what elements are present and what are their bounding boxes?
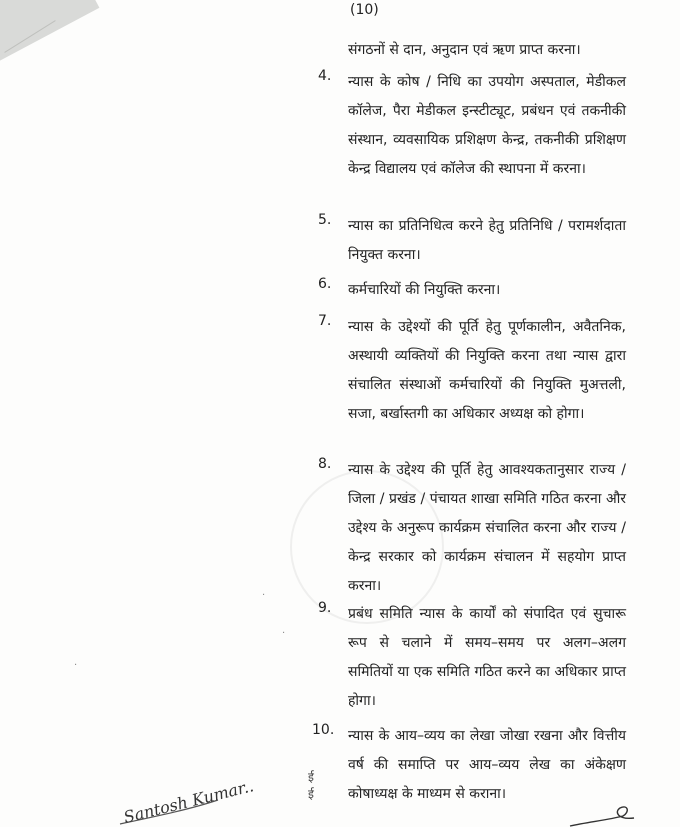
scan-speck: · bbox=[262, 590, 266, 601]
item-number: 8. bbox=[318, 456, 332, 472]
item-number: 9. bbox=[318, 600, 332, 616]
item-text: न्यास के कोष / निधि का उपयोग अस्पताल, मेडीकल कॉलेज, पैरा मेडीकल इन्स्टीट्यूट, प्रबंधन एवं तकनीकी संस्थान, व्यवसायिक प्रशिक्षण केन्द्र, तकनीकी प्रशिक्षण केन्द्र विद्यालय एवं कॉलेज की स्थापना में करना। bbox=[348, 74, 626, 177]
item-number: 6. bbox=[318, 276, 332, 292]
intro-text: संगठनों से दान, अनुदान एवं ऋण प्राप्त करना। bbox=[348, 42, 581, 58]
margin-mark: ई ई bbox=[308, 770, 314, 801]
item-number: 5. bbox=[318, 212, 332, 228]
item-number: 7. bbox=[318, 313, 332, 329]
item-text: कर्मचारियों की नियुक्ति करना। bbox=[348, 282, 501, 298]
scan-speck: · bbox=[282, 628, 286, 639]
signature-left: Santosh Kumar.. bbox=[121, 776, 256, 827]
signature-right bbox=[568, 800, 638, 827]
item-text: न्यास के उद्देश्यों की पूर्ति हेतु पूर्णकालीन, अवैतनिक, अस्थायी व्यक्तियों की नियुक्ति करना तथा न्यास द्वारा संचालित संस्थाओं कर्मचारियों की नियुक्ति मुअत्तली, सजा, बर्खास्तगी का अधिकार अध्यक्ष को होगा। bbox=[348, 319, 626, 422]
scan-speck: · bbox=[74, 660, 78, 671]
item-text: प्रबंध समिति न्यास के कार्यों को संपादित एवं सुचारू रूप से चलाने में समय–समय पर अलग–अलग समितियों या एक समिति गठित करने का अधिकार प्राप्त होगा। bbox=[348, 606, 626, 709]
item-text: न्यास के उद्देश्य की पूर्ति हेतु आवश्यकतानुसार राज्य / जिला / प्रखंड / पंचायत शाखा समिति गठित करना और उद्देश्य के अनुरूप कार्यक्रम संचालित करना और राज्य / केन्द्र सरकार को कार्यक्रम संचालन में सहयोग प्राप्त करना। bbox=[348, 462, 626, 594]
page-number: (10) bbox=[350, 2, 379, 18]
page-shadow bbox=[0, 0, 99, 64]
item-number: 10. bbox=[312, 722, 335, 738]
item-text: न्यास का प्रतिनिधित्व करने हेतु प्रतिनिधि / परामर्शदाता नियुक्त करना। bbox=[348, 218, 626, 263]
item-text: न्यास के आय–व्यय का लेखा जोखा रखना और वित्तीय वर्ष की समाप्ति पर आय–व्यय लेख का अंकेक्षण कोषाध्यक्ष के माध्यम से कराना। bbox=[348, 728, 626, 802]
item-number: 4. bbox=[318, 68, 332, 84]
